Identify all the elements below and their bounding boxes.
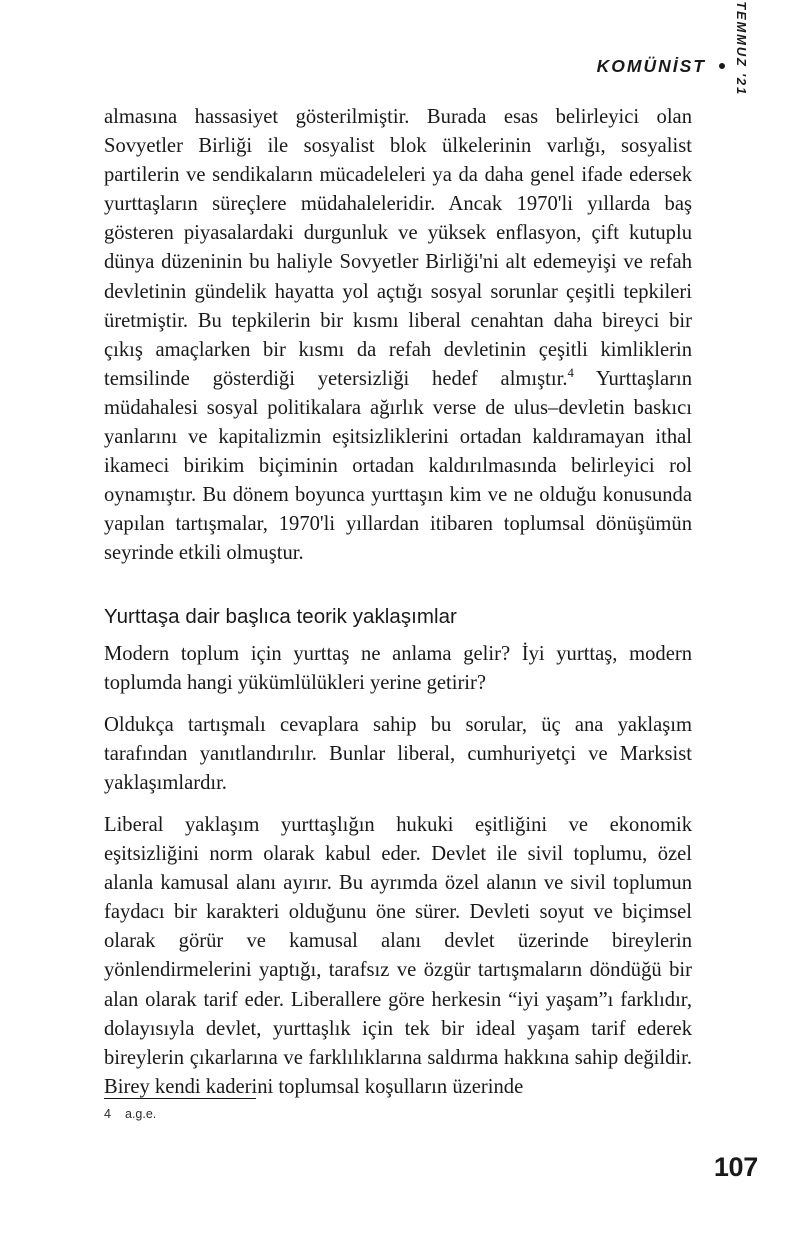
paragraph-liberal: Liberal yaklaşım yurttaşlığın hukuki eşitliğini ve ekonomik eşitsizliğini norm olarak kabul eder. Devlet ile sivil toplumu, özel alanla kamusal alanı ayırır. Bu ayrımda özel alanın ve sivil toplumun faydacı bir karakteri olduğunu öne sürer. Devleti soyut ve biçimsel olarak görür ve kamusal alanı devlet üzerinde bireylerin yönlendirmelerini yaptığı, tarafsız ve özgür tartışmaların döndüğü bir alan olarak tarif eder. Liberallere göre herkesin “iyi yaşam”ı farklıdır, dolayısıyla devlet, yurttaşlık için tek bir ideal yaşam tarif ederek bireylerin çıkarlarına ve farklılıklarına saldırma hakkına sahip değildir. Birey kendi kaderini toplumsal koşulların üzerinde [104,813,692,1098]
paragraph-three-approaches: Oldukça tartışmalı cevaplara sahip bu sorular, üç ana yaklaşım tarafından yanıtlandırılır. Bunlar liberal, cumhuriyetçi ve Marksist yaklaşımlardır. [104,713,692,794]
paragraph-continued [104,103,692,569]
publication-title: KOMÜNİST [596,56,706,76]
paragraph-text-before-footnote: almasına hassasiyet gösterilmiştir. Burada esas belirleyici olan Sovyetler Birliği ile sosyalist blok ülkelerinin varlığı, sosyalist partilerin ve sendikaların mücadeleleri ya da daha genel ifade edersek yurttaşların süreçlere müdahaleleridir. Ancak 1970'li yıllarda baş gösteren piyasalardaki durgunluk ve yüksek enflasyon, çift kutuplu dünya düzeninin bu haliyle Sovyetler Birliği'ni alt edemeyişi ve refah devletinin gündelik hayatta yol açtığı sosyal sorunlar çeşitli tepkileri üretmiştir. Bu tepkilerin bir kısmı liberal cenahtan daha bireyci bir çıkış amaçlarken bir kısmı da refah devletinin çeşitli kimliklerin temsilinde gösterdiği yetersizliği hedef almıştır. [104,106,692,390]
bullet-dot-icon [719,63,725,69]
page-number: 107 [713,1152,758,1182]
footnote-text: a.g.e. [125,1107,157,1121]
issue-date-vertical: TEMMUZ '21 [734,1,749,96]
footnote-separator-rule [104,1098,256,1099]
footnote-marker: 4 [104,1107,111,1121]
section-heading: Yurttaşa dair başlıca teorik yaklaşımlar [104,604,457,628]
running-head [597,56,725,77]
footnote-entry [104,1106,692,1122]
paragraph-questions: Modern toplum için yurttaş ne anlama gelir? İyi yurttaş, modern toplumda hangi yükümlülükleri yerine getirir? [104,642,692,694]
paragraph-text-after-footnote: Yurttaşların müdahalesi sosyal politikalara ağırlık verse de ulus–devletin baskıcı yanlarını ve kapitalizmin eşitsizliklerini ortadan kaldıramayan ithal ikameci birikim biçiminin ortadan kaldırılmasında belirleyici rol oynamıştır. Bu dönem boyunca yurttaşın kim ve ne olduğu konusunda yapılan tartışmalar, 1970'li yıllardan itibaren toplumsal dönüşümün seyrinde etkili olmuştur. [104,367,692,565]
footnote-reference-4[interactable]: 4 [567,365,574,380]
footnote-area [104,1098,692,1122]
text-column [104,103,692,1102]
